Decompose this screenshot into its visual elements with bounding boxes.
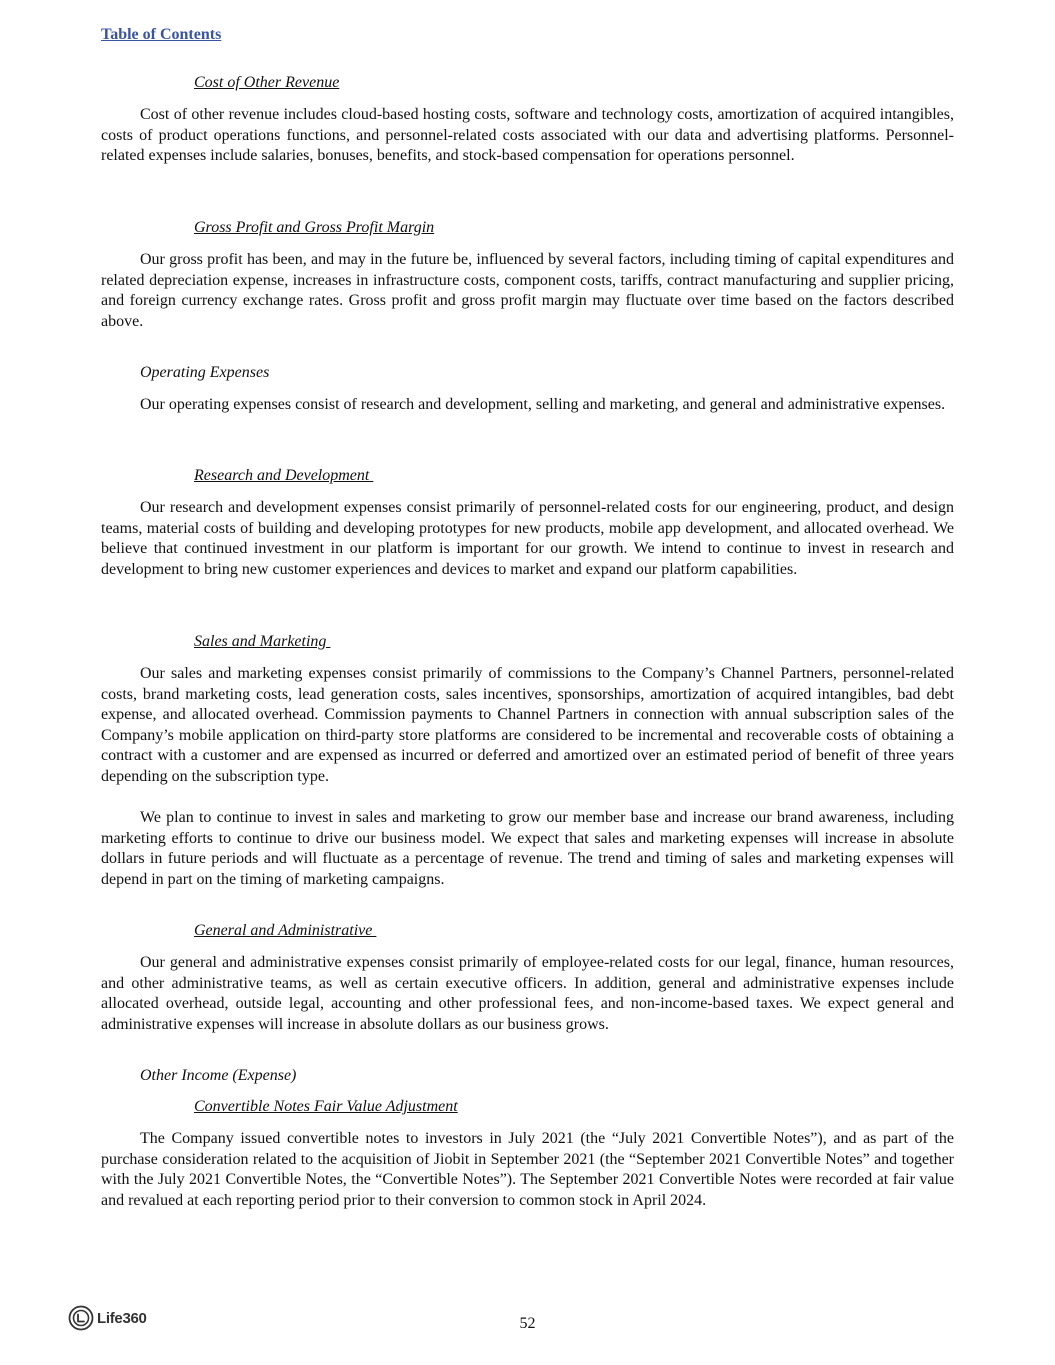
heading-research-and-development: Research and Development [194,467,374,484]
paragraph-operating-expenses: Our operating expenses consist of research and development, selling and marketing, and general and administrative expenses. [140,396,946,413]
paragraph-sales-and-marketing-2: We plan to continue to invest in sales and marketing to grow our member base and increase our brand awareness, including marketing efforts to continue to drive our business model. We expect that sales and marketing expenses will increase in absolute dollars in future periods and will fluctuate as a percentage of revenue. The trend and timing of sales and marketing expenses will depend in part on the timing of marketing campaigns. [101,809,954,888]
paragraph-cost-of-other-revenue: Cost of other revenue includes cloud-based hosting costs, software and technology costs, amortization of acquired intangibles, costs of product operations functions, and personnel-related costs associated with our data and advertising platforms. Personnel-related expenses include salaries, bonuses, benefits, and stock-based compensation for operations personnel. [101,106,954,165]
heading-sales-and-marketing: Sales and Marketing [194,633,331,650]
paragraph-general-and-administrative: Our general and administrative expenses consist primarily of employee-related costs for our legal, finance, human resources, and other administrative teams, as well as certain executive officers. In addition, general and administrative expenses include allocated overhead, outside legal, accounting and other professional fees, and non-income-based taxes. We expect general and administrative expenses will increase in absolute dollars as our business grows. [101,954,954,1033]
heading-other-income-expense: Other Income (Expense) [140,1067,297,1084]
paragraph-convertible-notes: The Company issued convertible notes to investors in July 2021 (the “July 2021 Convertible Notes”), and as part of the purchase consideration related to the acquisition of Jiobit in September 2021 (the “September 2021 Convertible Notes” and together with the July 2021 Convertible Notes, the “Convertible Notes”). The September 2021 Convertible Notes were recorded at fair value and revalued at each reporting period prior to their conversion to common stock in April 2024. [101,1130,954,1209]
table-of-contents-link[interactable]: Table of Contents [101,26,222,43]
heading-convertible-notes: Convertible Notes Fair Value Adjustment [194,1098,458,1115]
heading-operating-expenses: Operating Expenses [140,364,270,381]
heading-general-and-administrative: General and Administrative [194,922,377,939]
logo-wordmark: Life360 [97,1309,147,1327]
paragraph-research-and-development: Our research and development expenses consist primarily of personnel-related costs for our engineering, product, and design teams, material costs of building and developing prototypes for new products, mobile app development, and allocated overhead. We believe that continued investment in our platform is important for our growth. We intend to continue to invest in research and development to bring new customer experiences and devices to market and expand our platform capabilities. [101,499,954,578]
heading-gross-profit: Gross Profit and Gross Profit Margin [194,219,435,236]
paragraph-sales-and-marketing-1: Our sales and marketing expenses consist primarily of commissions to the Company’s Channel Partners, personnel-related costs, brand marketing costs, lead generation costs, sales incentives, sponsorships, amortization of acquired intangibles, bad debt expense, and allocated overhead. Commission payments to Channel Partners in connection with annual subscription sales of the Company’s mobile application on third-party store platforms are considered to be incremental and recoverable costs of obtaining a contract with a customer and are expensed as incurred or deferred and amortized over an estimated period of benefit of three years depending on the subscription type. [101,665,954,785]
paragraph-gross-profit: Our gross profit has been, and may in the future be, influenced by several factors, including timing of capital expenditures and related depreciation expense, increases in infrastructure costs, component costs, tariffs, contract manufacturing and supplier pricing, and foreign currency exchange rates. Gross profit and gross profit margin may fluctuate over time based on the factors described above. [101,251,954,330]
heading-cost-of-other-revenue: Cost of Other Revenue [194,74,340,91]
page-number: 52 [519,1315,536,1332]
